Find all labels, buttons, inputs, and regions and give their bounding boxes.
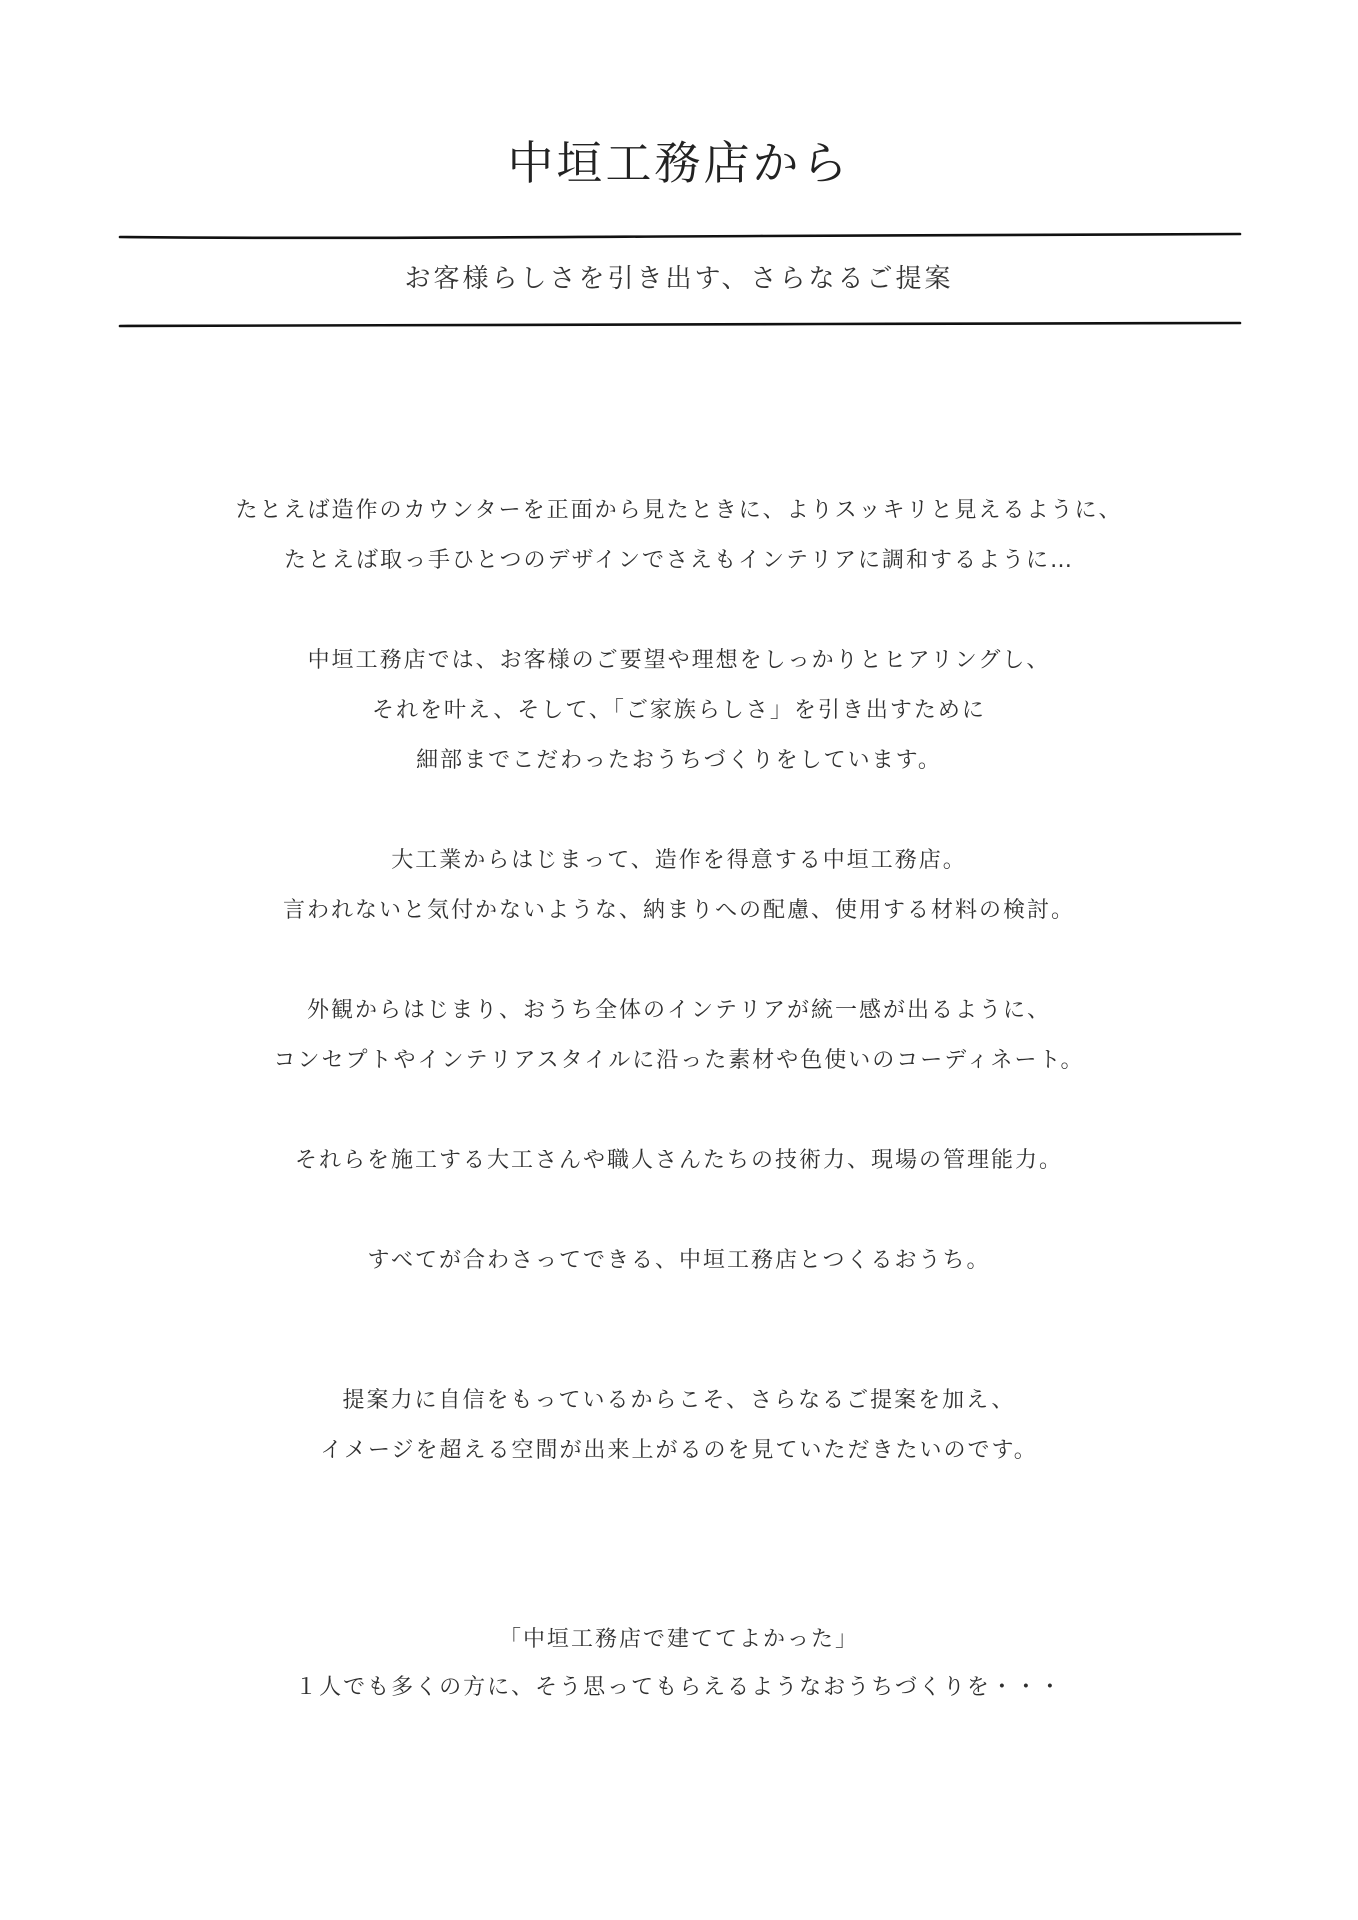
text-line: １人でも多くの方に、そう思ってもらえるようなおうちづくりを・・・	[295, 1675, 1063, 1700]
bottom-rule	[120, 320, 1240, 332]
text-line: たとえば造作のカウンターを正面から見たときに、よりスッキリと見えるように、	[235, 498, 1123, 523]
text-line: コンセプトやインテリアスタイルに沿った素材や色使いのコーディネート。	[273, 1048, 1085, 1073]
text-line: 大工業からはじまって、造作を得意する中垣工務店。	[391, 848, 967, 873]
text-line: 外観からはじまり、おうち全体のインテリアが統一感が出るように、	[306, 998, 1051, 1023]
text-line: たとえば取っ手ひとつのデザインでさえもインテリアに調和するように…	[283, 548, 1075, 573]
paragraph-philosophy	[0, 636, 1358, 786]
page-subtitle: お客様らしさを引き出す、さらなるご提案	[404, 264, 954, 294]
text-line: イメージを超える空間が出来上がるのを見ていただきたいのです。	[320, 1438, 1038, 1463]
paragraph-craftsmanship	[0, 836, 1358, 936]
top-rule	[120, 232, 1240, 244]
text-line: 中垣工務店では、お客様のご要望や理想をしっかりとヒアリングし、	[307, 648, 1051, 673]
paragraph-closing	[0, 1616, 1358, 1712]
text-line: 細部までこだわったおうちづくりをしています。	[416, 748, 942, 773]
paragraph-skills	[0, 1136, 1358, 1186]
message-body	[0, 486, 1358, 1762]
text-line: それを叶え、そして、「ご家族らしさ」を引き出すために	[372, 698, 986, 723]
paragraph-coordination	[0, 986, 1358, 1086]
paragraph-summary	[0, 1236, 1358, 1286]
paragraph-proposal	[0, 1376, 1358, 1476]
text-line: 言われないと気付かないような、納まりへの配慮、使用する材料の検討。	[282, 898, 1075, 923]
text-line: 提案力に自信をもっているからこそ、さらなるご提案を加え、	[342, 1388, 1016, 1413]
text-line: それらを施工する大工さんや職人さんたちの技術力、現場の管理能力。	[294, 1148, 1063, 1173]
paragraph-example	[0, 486, 1358, 586]
page-title: 中垣工務店から	[507, 136, 851, 190]
text-line: 「中垣工務店で建ててよかった」	[498, 1627, 859, 1652]
text-line: すべてが合わさってできる、中垣工務店とつくるおうち。	[367, 1248, 991, 1273]
